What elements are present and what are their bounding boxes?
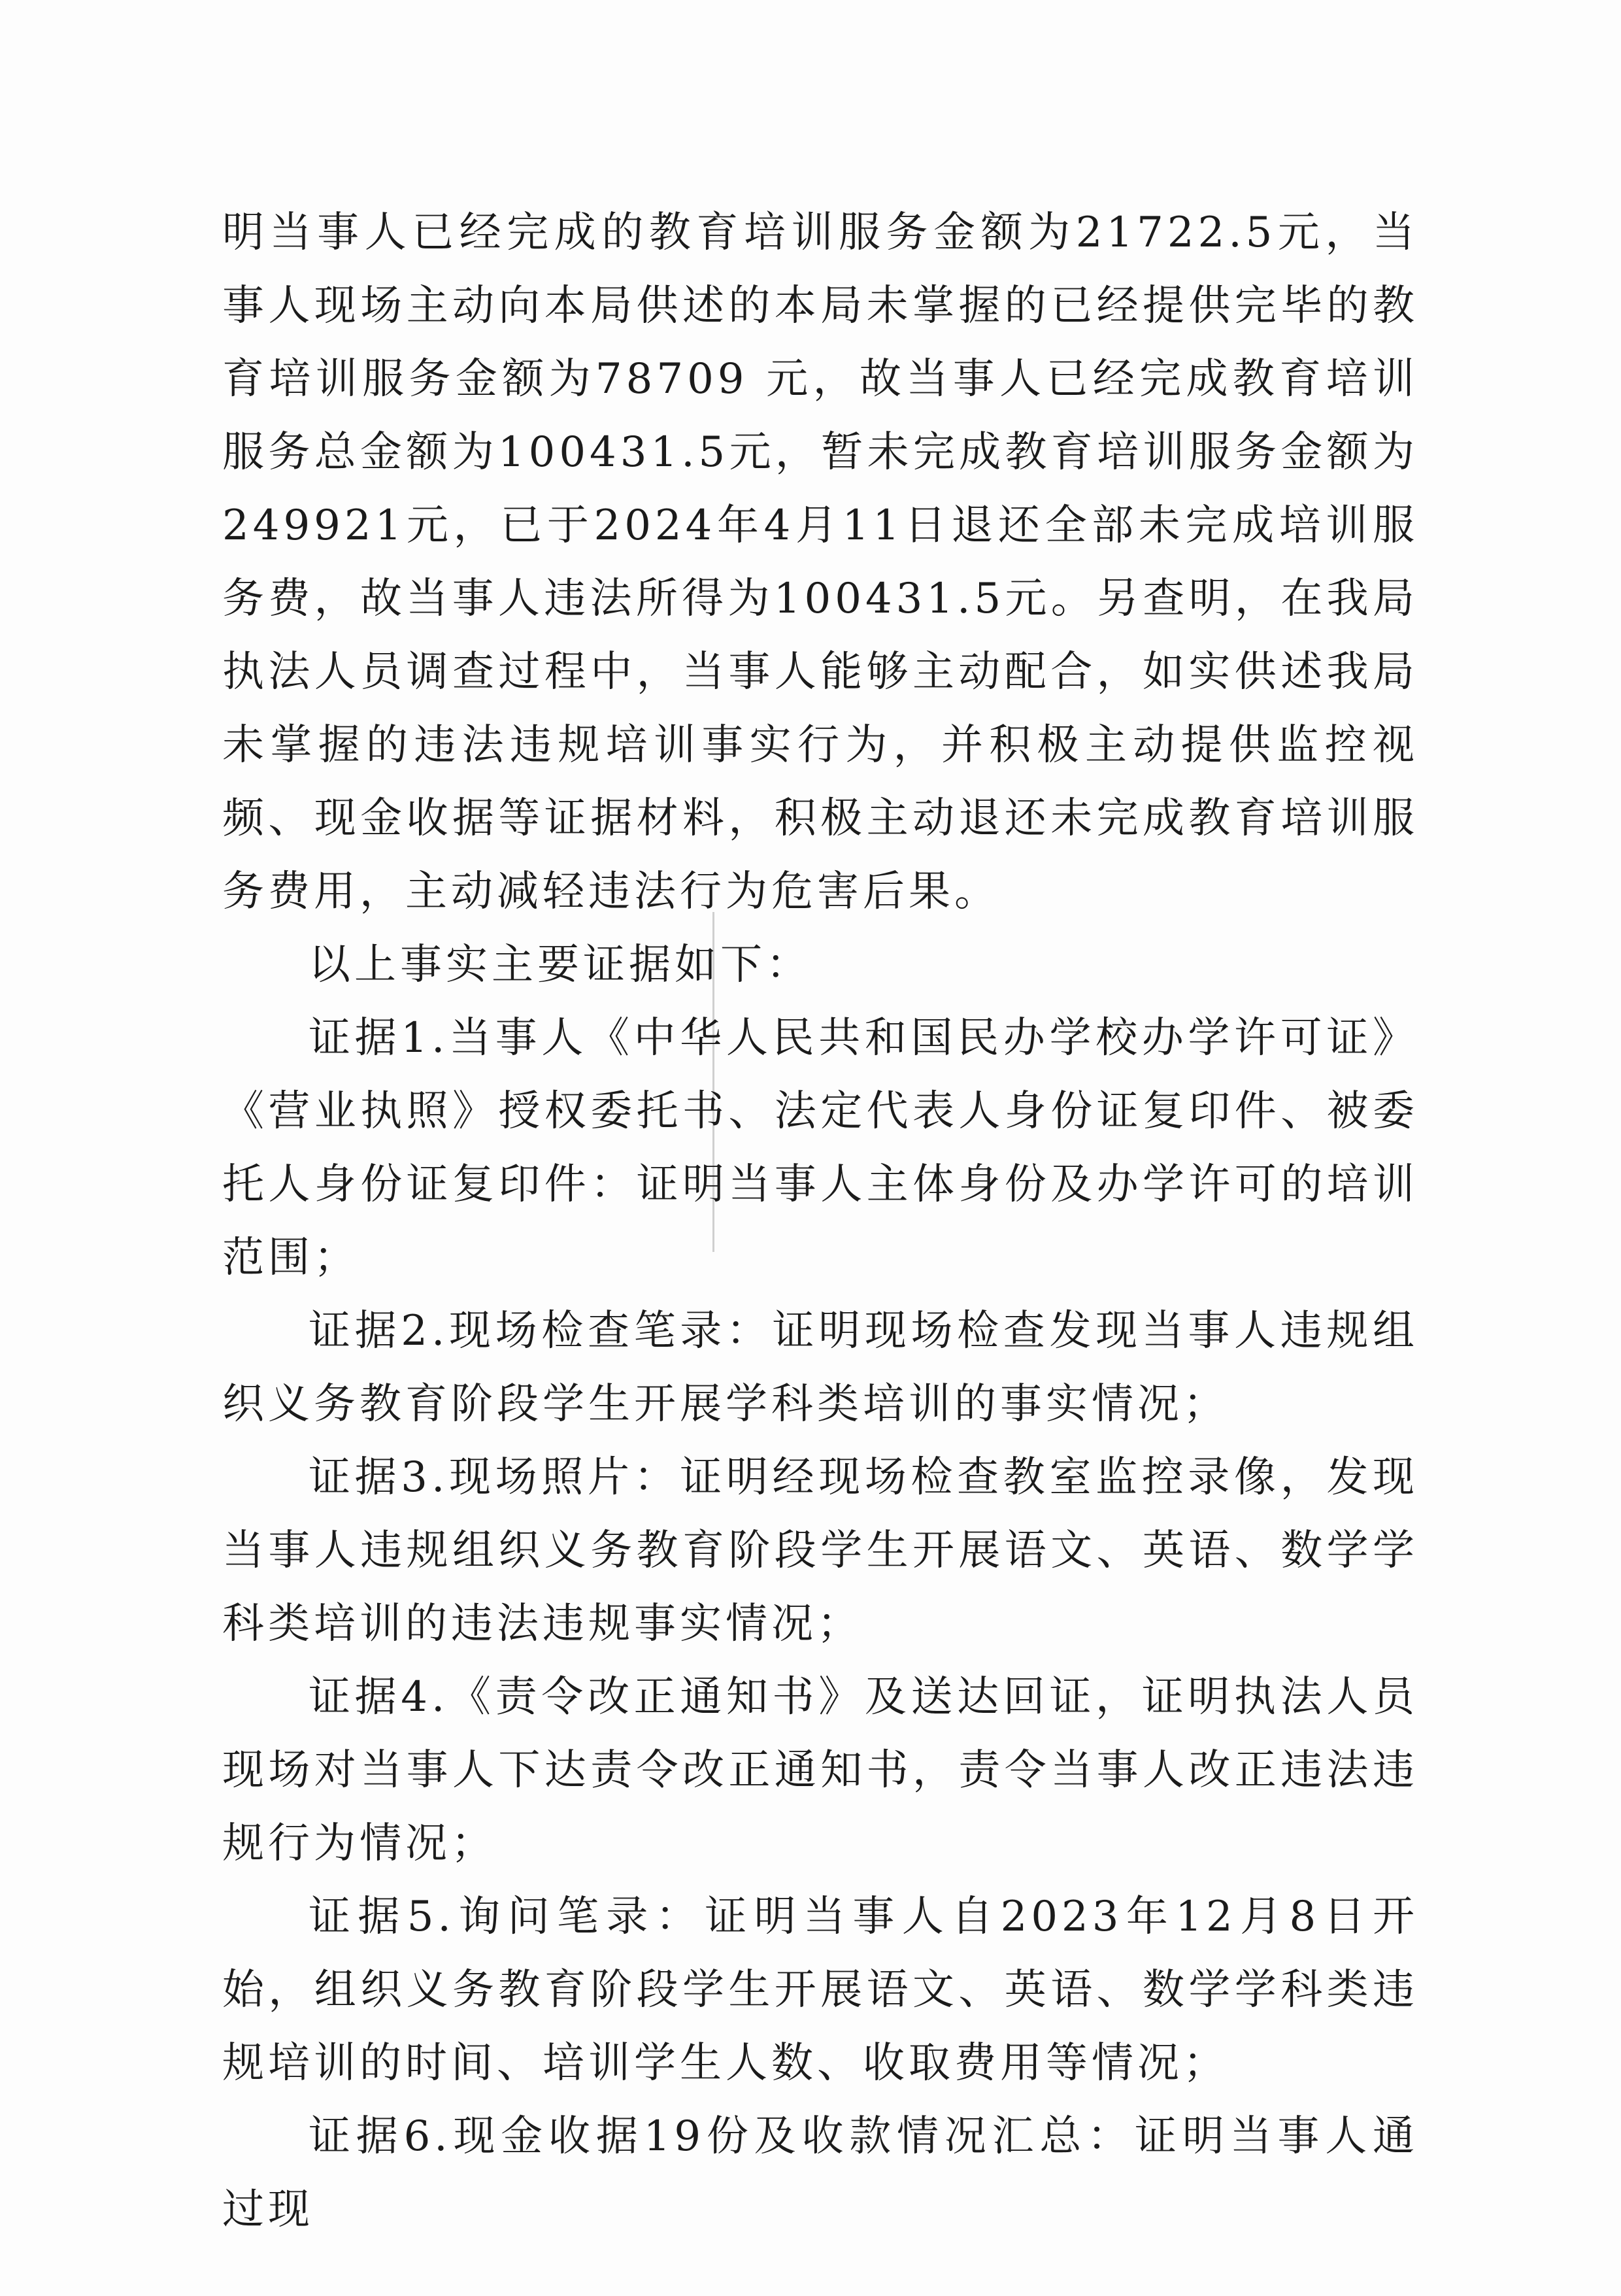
paragraph-evidence-1: 证据1.当事人《中华人民共和国民办学校办学许可证》《营业执照》授权委托书、法定代表人身份证复印件、被委托人身份证复印件：证明当事人主体身份及办学许可的培训范围； xyxy=(222,1014,1418,1282)
document-body xyxy=(222,196,1418,2246)
paragraph-evidence-intro: 以上事实主要证据如下： xyxy=(309,941,812,989)
paragraph-evidence-4: 证据4.《责令改正通知书》及送达回证，证明执法人员现场对当事人下达责令改正通知书，责令当事人改正违法违规行为情况； xyxy=(222,1673,1418,1868)
paragraph-evidence-2: 证据2.现场检查笔录：证明现场检查发现当事人违规组织义务教育阶段学生开展学科类培训的事实情况； xyxy=(222,1307,1418,1428)
paragraph-continued-facts: 明当事人已经完成的教育培训服务金额为21722.5元，当事人现场主动向本局供述的本局未掌握的已经提供完毕的教育培训服务金额为78709 元，故当事人已经完成教育培训服务总金额为100431.5元，暂未完成教育培训服务金额为249921元，已于2024年4月11日退还全部未完成培训服务费，故当事人违法所得为100431.5元。另查明，在我局执法人员调查过程中，当事人能够主动配合，如实供述我局未掌握的违法违规培训事实行为，并积极主动提供监控视频、现金收据等证据材料，积极主动退还未完成教育培训服务费用，主动减轻违法行为危害后果。 xyxy=(222,209,1418,916)
paragraph-evidence-5: 证据5.询问笔录：证明当事人自2023年12月8日开始，组织义务教育阶段学生开展语文、英语、数学学科类违规培训的时间、培训学生人数、收取费用等情况； xyxy=(222,1893,1418,2087)
paragraph-evidence-6: 证据6.现金收据19份及收款情况汇总：证明当事人通过现 xyxy=(222,2112,1418,2234)
paragraph-evidence-3: 证据3.现场照片：证明经现场检查教室监控录像，发现当事人违规组织义务教育阶段学生开展语文、英语、数学学科类培训的违法违规事实情况； xyxy=(222,1453,1418,1648)
